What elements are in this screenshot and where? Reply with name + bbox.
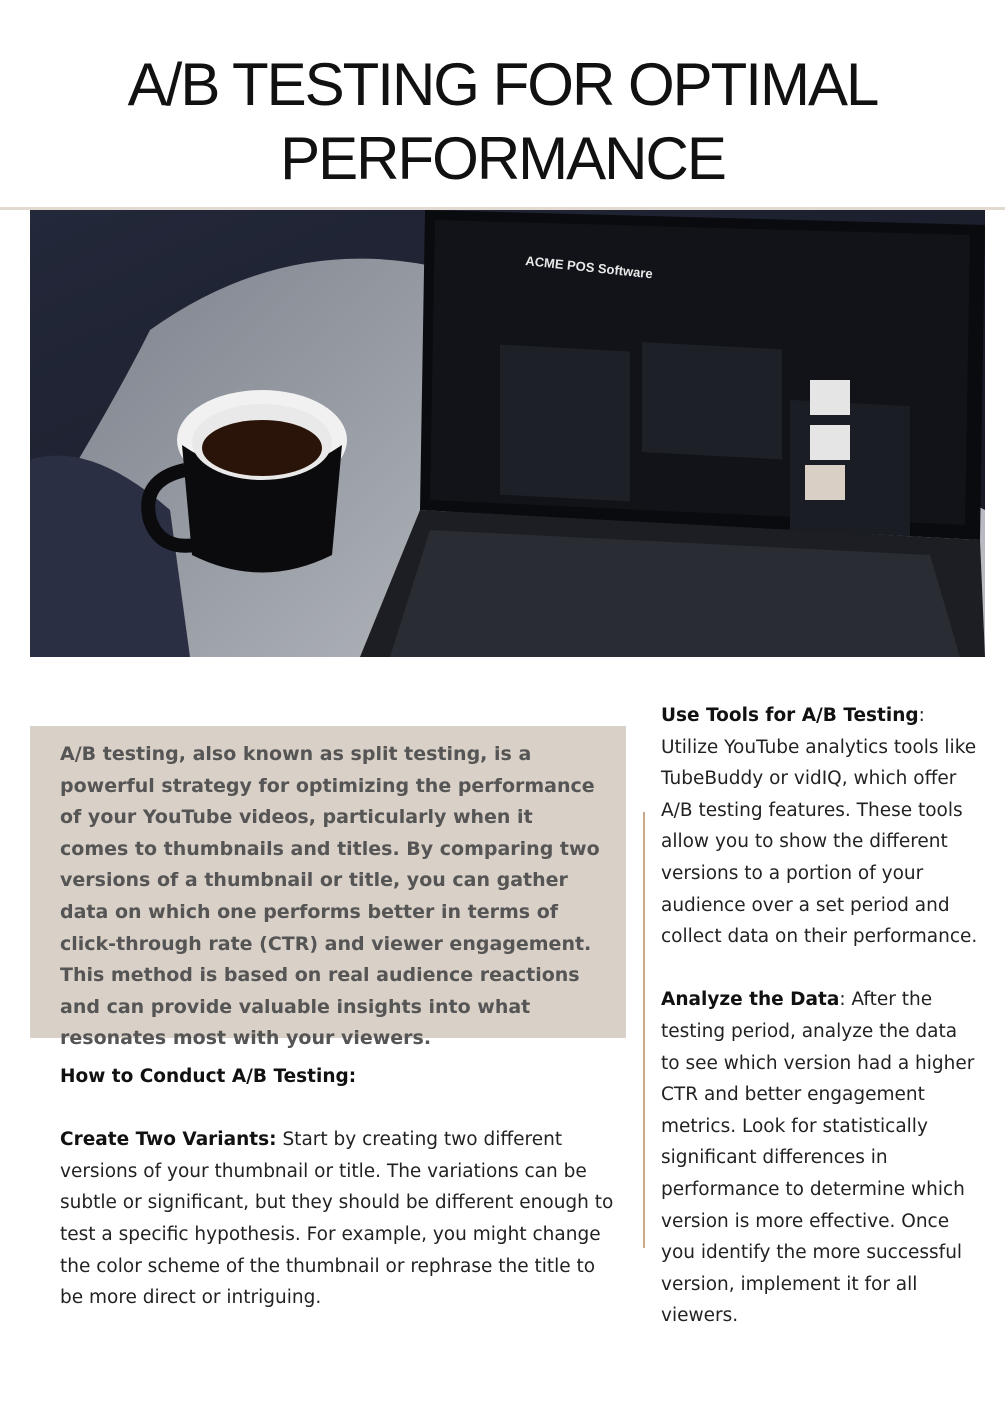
intro-callout: A/B testing, also known as split testing, is a powerful strategy for optimizing the performance of your YouTube videos, particularly when it comes to thumbnails and titles. By comparing two versions of a thumbnail or title, you can gather data on which one performs better in terms of click-through rate (CTR) and viewer engagement. This method is based on real audience reactions and can provide valuable insights into what resonates most with your viewers. bbox=[30, 726, 626, 1038]
tip-text: : Utilize YouTube analytics tools like TubeBuddy or vidIQ, which offer A/B testing features. These tools allow you to show the different versions to a portion of your audience over a set period and collect data on their performance. bbox=[661, 705, 978, 948]
tip-analyze-data bbox=[661, 984, 981, 1332]
how-to-heading: How to Conduct A/B Testing: bbox=[60, 1066, 357, 1087]
tip-label: Use Tools for A/B Testing bbox=[661, 705, 919, 726]
tip-text: : After the testing period, analyze the data to see which version had a higher CTR and better engagement metrics. Look for statistically significant differences in performance to determine which version is more effective. Once you identify the more successful version, implement it for all viewers. bbox=[661, 989, 975, 1327]
laptop-coffee-photo bbox=[30, 210, 985, 657]
tip-use-tools bbox=[661, 700, 981, 953]
tip-label: Analyze the Data bbox=[661, 989, 840, 1011]
step-create-variants bbox=[60, 1124, 620, 1314]
step-text: Start by creating two different versions of your thumbnail or title. The variations can be subtle or significant, but they should be different enough to test a specific hypothesis. For example, you might change the color scheme of the thumbnail or rephrase the title to be more direct or intriguing. bbox=[60, 1129, 614, 1309]
tips-column bbox=[661, 700, 981, 1332]
how-to-section bbox=[60, 1061, 620, 1314]
column-divider bbox=[643, 812, 645, 1248]
page-title: A/B TESTING FOR OPTIMAL PERFORMANCE bbox=[127, 51, 878, 192]
laptop-screen-title: ACME POS Software bbox=[524, 253, 654, 282]
step-label: Create Two Variants: bbox=[60, 1129, 277, 1151]
